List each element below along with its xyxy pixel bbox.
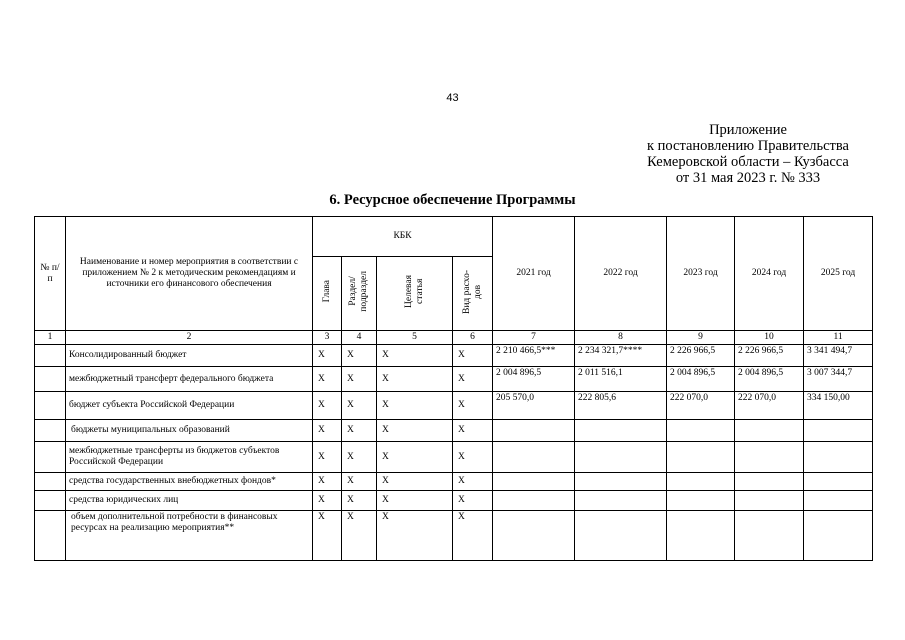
col-num: 7 xyxy=(493,331,575,345)
value-2023 xyxy=(667,511,735,561)
row-name: средства юридических лиц xyxy=(66,491,313,511)
kbk-razdel: Х xyxy=(342,491,377,511)
row-name: средства государственных внебюджетных фондов* xyxy=(66,473,313,491)
col-num: 4 xyxy=(342,331,377,345)
value-2023: 222 070,0 xyxy=(667,392,735,420)
header-year-2022: 2022 год xyxy=(575,217,667,331)
value-2022 xyxy=(575,491,667,511)
kbk-vid: Х xyxy=(453,392,493,420)
value-2024: 2 226 966,5 xyxy=(735,345,804,367)
value-2021 xyxy=(493,491,575,511)
kbk-vid: Х xyxy=(453,420,493,442)
appendix-line: от 31 мая 2023 г. № 333 xyxy=(675,170,821,186)
value-2022 xyxy=(575,473,667,491)
header-year-2023: 2023 год xyxy=(667,217,735,331)
value-2021 xyxy=(493,511,575,561)
value-2025: 334 150,00 xyxy=(804,392,873,420)
column-number-row xyxy=(35,331,873,345)
col-num: 3 xyxy=(313,331,342,345)
value-2025 xyxy=(804,491,873,511)
value-2024 xyxy=(735,473,804,491)
row-name: межбюджетный трансферт федерального бюджета xyxy=(66,367,313,392)
kbk-glava: Х xyxy=(313,420,342,442)
value-2021: 205 570,0 xyxy=(493,392,575,420)
value-2024 xyxy=(735,511,804,561)
value-2024: 222 070,0 xyxy=(735,392,804,420)
row-name: межбюджетные трансферты из бюджетов субъектов Российской Федерации xyxy=(66,442,313,473)
value-2025: 3 341 494,7 xyxy=(804,345,873,367)
col-num: 1 xyxy=(35,331,66,345)
row-num xyxy=(35,345,66,367)
value-2025 xyxy=(804,511,873,561)
table-row xyxy=(35,473,873,491)
row-num xyxy=(35,420,66,442)
kbk-glava: Х xyxy=(313,367,342,392)
kbk-celevaya: Х xyxy=(377,511,453,561)
kbk-razdel: Х xyxy=(342,420,377,442)
table-row xyxy=(35,345,873,367)
kbk-celevaya: Х xyxy=(377,420,453,442)
row-name: бюджеты муниципальных образований xyxy=(66,420,313,442)
col-num: 5 xyxy=(377,331,453,345)
document-title: 6. Ресурсное обеспечение Программы xyxy=(329,192,576,208)
value-2025 xyxy=(804,473,873,491)
value-2024: 2 004 896,5 xyxy=(735,367,804,392)
resource-table xyxy=(34,216,873,561)
header-name: Наименование и номер мероприятия в соответствии с приложением № 2 к методическим рекомендациям и источники его финансового обеспечения xyxy=(66,217,313,331)
kbk-glava: Х xyxy=(313,392,342,420)
value-2023: 2 226 966,5 xyxy=(667,345,735,367)
header-kbk: КБК xyxy=(313,217,493,257)
appendix-line: Кемеровской области – Кузбасса xyxy=(647,154,849,170)
value-2023 xyxy=(667,442,735,473)
col-num: 9 xyxy=(667,331,735,345)
kbk-celevaya: Х xyxy=(377,442,453,473)
appendix-line: Приложение xyxy=(709,122,787,138)
header-celevaya: Целевая статья xyxy=(377,257,453,331)
header-glava: Глава xyxy=(313,257,342,331)
row-name: Консолидированный бюджет xyxy=(66,345,313,367)
value-2023 xyxy=(667,473,735,491)
table-row xyxy=(35,511,873,561)
kbk-vid: Х xyxy=(453,345,493,367)
col-num: 8 xyxy=(575,331,667,345)
header-year-2025: 2025 год xyxy=(804,217,873,331)
value-2022 xyxy=(575,420,667,442)
value-2022: 2 011 516,1 xyxy=(575,367,667,392)
kbk-razdel: Х xyxy=(342,511,377,561)
value-2021 xyxy=(493,420,575,442)
kbk-glava: Х xyxy=(313,345,342,367)
kbk-celevaya: Х xyxy=(377,473,453,491)
kbk-razdel: Х xyxy=(342,392,377,420)
kbk-vid: Х xyxy=(453,442,493,473)
value-2021: 2 210 466,5*** xyxy=(493,345,575,367)
row-num xyxy=(35,392,66,420)
header-vid: Вид расхо- дов xyxy=(453,257,493,331)
col-num: 10 xyxy=(735,331,804,345)
row-name: бюджет субъекта Российской Федерации xyxy=(66,392,313,420)
header-year-2021: 2021 год xyxy=(493,217,575,331)
row-num xyxy=(35,511,66,561)
value-2024 xyxy=(735,420,804,442)
value-2025: 3 007 344,7 xyxy=(804,367,873,392)
kbk-celevaya: Х xyxy=(377,392,453,420)
kbk-celevaya: Х xyxy=(377,345,453,367)
table-row xyxy=(35,392,873,420)
value-2025 xyxy=(804,442,873,473)
row-name: объем дополнительной потребности в финансовых ресурсах на реализацию мероприятия** xyxy=(66,511,313,561)
value-2021 xyxy=(493,442,575,473)
value-2022: 2 234 321,7**** xyxy=(575,345,667,367)
row-num xyxy=(35,442,66,473)
table-row xyxy=(35,491,873,511)
value-2021 xyxy=(493,473,575,491)
page-number: 43 xyxy=(446,92,459,104)
row-num xyxy=(35,491,66,511)
kbk-vid: Х xyxy=(453,491,493,511)
kbk-vid: Х xyxy=(453,367,493,392)
value-2024 xyxy=(735,442,804,473)
table-row xyxy=(35,367,873,392)
value-2022 xyxy=(575,442,667,473)
kbk-glava: Х xyxy=(313,511,342,561)
kbk-razdel: Х xyxy=(342,473,377,491)
appendix-line: к постановлению Правительства xyxy=(647,138,849,154)
header-num: № п/п xyxy=(35,217,66,331)
value-2025 xyxy=(804,420,873,442)
row-num xyxy=(35,367,66,392)
col-num: 6 xyxy=(453,331,493,345)
kbk-razdel: Х xyxy=(342,367,377,392)
kbk-razdel: Х xyxy=(342,345,377,367)
kbk-celevaya: Х xyxy=(377,491,453,511)
header-row xyxy=(35,217,873,257)
col-num: 2 xyxy=(66,331,313,345)
table-row xyxy=(35,420,873,442)
kbk-vid: Х xyxy=(453,473,493,491)
header-year-2024: 2024 год xyxy=(735,217,804,331)
value-2023: 2 004 896,5 xyxy=(667,367,735,392)
header-razdel: Раздел/ подраздел xyxy=(342,257,377,331)
value-2022 xyxy=(575,511,667,561)
col-num: 11 xyxy=(804,331,873,345)
kbk-razdel: Х xyxy=(342,442,377,473)
value-2022: 222 805,6 xyxy=(575,392,667,420)
kbk-glava: Х xyxy=(313,491,342,511)
kbk-glava: Х xyxy=(313,473,342,491)
table-row xyxy=(35,442,873,473)
row-num xyxy=(35,473,66,491)
appendix-block xyxy=(647,122,849,186)
kbk-vid: Х xyxy=(453,511,493,561)
value-2024 xyxy=(735,491,804,511)
kbk-celevaya: Х xyxy=(377,367,453,392)
value-2023 xyxy=(667,420,735,442)
kbk-glava: Х xyxy=(313,442,342,473)
value-2023 xyxy=(667,491,735,511)
value-2021: 2 004 896,5 xyxy=(493,367,575,392)
